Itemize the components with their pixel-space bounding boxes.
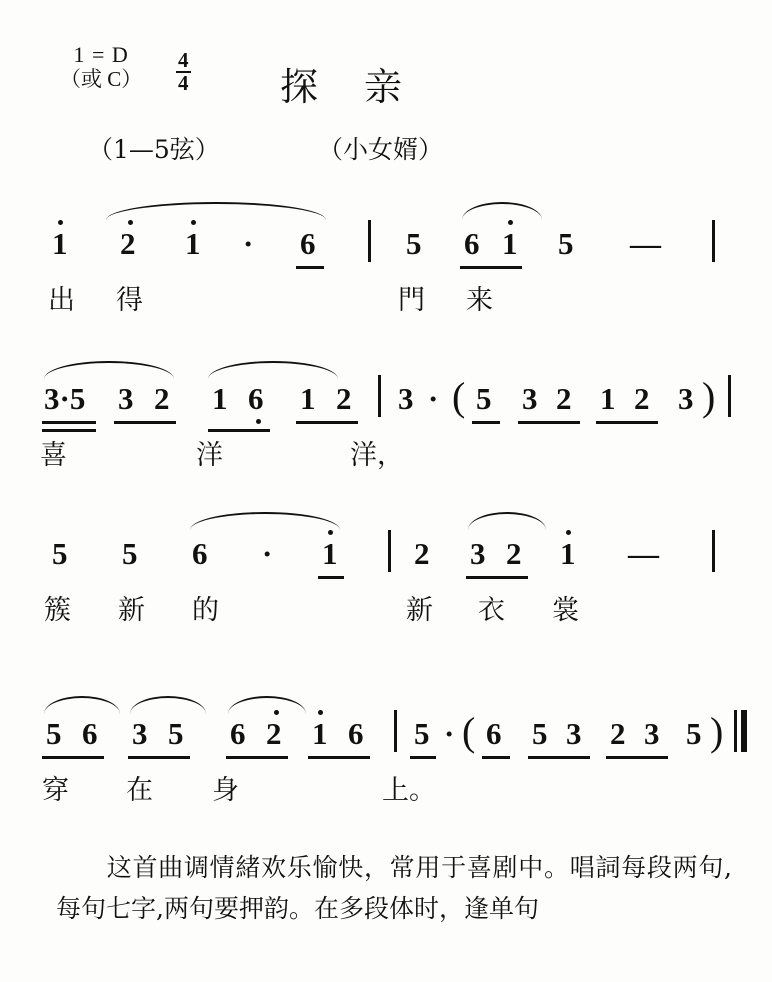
note: 6 <box>82 716 98 751</box>
augmentation-dot: · <box>262 536 273 571</box>
beam-underline <box>308 756 370 759</box>
lyric-syllable: 得 <box>116 285 143 316</box>
key-signature-alternate: （或 C） <box>60 67 143 92</box>
augmentation-dot: · <box>428 381 439 416</box>
note: 3 <box>566 716 582 751</box>
lyric-syllable: 新 <box>406 595 433 626</box>
lyric-syllable: 穿 <box>42 775 69 806</box>
note: 2 <box>506 536 522 571</box>
barline <box>728 375 731 417</box>
music-system-4 <box>0 680 772 830</box>
barline <box>388 530 391 572</box>
note: 2 <box>336 381 352 416</box>
beam-underline <box>114 421 176 424</box>
note: 1 <box>322 536 338 571</box>
lyric-syllable: 的 <box>192 595 219 626</box>
slur-icon <box>190 512 340 530</box>
octave-dot-above-icon <box>128 220 133 225</box>
note: 2 <box>120 226 136 261</box>
lyrics-row-3 <box>0 588 772 628</box>
slur-icon <box>44 696 120 714</box>
note: 2 <box>266 716 282 751</box>
note: 3 <box>470 536 486 571</box>
note: 6 <box>192 536 208 571</box>
music-system-3 <box>0 500 772 650</box>
lyric-syllable: 裳 <box>552 595 579 626</box>
note: 3 <box>118 381 134 416</box>
beam-underline <box>208 429 270 432</box>
lyric-syllable: 喜 <box>40 440 67 471</box>
paren-open: ( <box>462 709 476 754</box>
page-title: 探亲 <box>280 65 449 109</box>
octave-dot-above-icon <box>508 220 513 225</box>
note: 6 <box>230 716 246 751</box>
key-signature <box>60 42 142 91</box>
note: 3 <box>522 381 538 416</box>
notation-row-3 <box>0 528 772 584</box>
augmentation-dot: · <box>243 226 254 261</box>
note: 1 <box>212 381 228 416</box>
slur-icon <box>468 512 546 530</box>
octave-dot-above-icon <box>328 530 333 535</box>
note: 6 <box>464 226 480 261</box>
barline <box>712 530 715 572</box>
note: 1 <box>312 716 328 751</box>
barline <box>394 710 397 752</box>
footnote-text <box>56 848 732 929</box>
note: 1 <box>52 226 68 261</box>
note: 3 <box>678 381 694 416</box>
alternate-title-label: （小女婿） <box>318 135 444 164</box>
note: 5 <box>686 716 702 751</box>
lyrics-row-1 <box>0 278 772 318</box>
note: 6 <box>486 716 502 751</box>
beam-underline <box>296 421 358 424</box>
lyric-syllable: 門 <box>398 285 425 316</box>
time-signature-numerator: 4 <box>178 48 189 72</box>
footnote-body: 这首曲调情緒欢乐愉快，常用于喜剧中。唱詞每段两句,每句七字,两句要押韵。在多段体时，逢单句 <box>56 853 732 923</box>
note: 5 <box>406 226 422 261</box>
barline <box>368 220 371 262</box>
string-tuning-label: （1—5弦） <box>88 135 220 164</box>
note: 2 <box>556 381 572 416</box>
octave-dot-above-icon <box>566 530 571 535</box>
beam-underline-2 <box>42 429 96 432</box>
note: 3 <box>644 716 660 751</box>
note: 1 <box>300 381 316 416</box>
slur-icon <box>208 361 338 379</box>
beam-underline <box>466 576 528 579</box>
score-header <box>0 34 772 174</box>
note: 6 <box>300 226 316 261</box>
lyric-syllable: 簇 <box>44 595 71 626</box>
music-system-2 <box>0 345 772 495</box>
lyric-syllable: 衣 <box>478 595 505 626</box>
barline <box>712 220 715 262</box>
note: 5 <box>168 716 184 751</box>
note: 5 <box>414 716 430 751</box>
beam-underline <box>128 756 190 759</box>
paren-open: ( <box>452 374 466 419</box>
note: 1 <box>185 226 201 261</box>
slur-icon <box>130 696 206 714</box>
beam-underline <box>606 756 668 759</box>
key-signature-primary: 1 = D <box>73 42 129 67</box>
note: 5 <box>122 536 138 571</box>
note: 1 <box>600 381 616 416</box>
slur-icon <box>228 696 306 714</box>
lyric-syllable: 上。 <box>382 775 436 806</box>
octave-dot-above-icon <box>191 220 196 225</box>
time-signature-denominator: 4 <box>178 71 189 95</box>
octave-dot-above-icon <box>274 710 279 715</box>
note: 2 <box>634 381 650 416</box>
sustain-dash: — <box>628 536 659 571</box>
note: 5 <box>46 716 62 751</box>
note-group: 3·5 <box>44 381 86 416</box>
paren-close: ) <box>702 374 716 419</box>
note: 1 <box>560 536 576 571</box>
note: 3 <box>132 716 148 751</box>
notation-row-2 <box>0 373 772 429</box>
lyric-syllable: 身 <box>212 775 239 806</box>
octave-dot-below-icon <box>256 419 261 424</box>
note: 5 <box>476 381 492 416</box>
music-system-1 <box>0 190 772 340</box>
note: 1 <box>502 226 518 261</box>
lyrics-row-4 <box>0 768 772 808</box>
beam-underline <box>472 421 500 424</box>
octave-dot-above-icon <box>58 220 63 225</box>
beam-underline <box>42 421 96 424</box>
paren-close: ) <box>710 709 724 754</box>
lyrics-row-2 <box>0 433 772 473</box>
beam-underline <box>518 421 580 424</box>
note: 2 <box>610 716 626 751</box>
slur-icon <box>44 361 174 379</box>
beam-underline <box>410 756 436 759</box>
final-barline-thick <box>741 710 747 752</box>
note: 5 <box>558 226 574 261</box>
lyric-syllable: 洋 <box>196 440 223 471</box>
notation-row-1 <box>0 218 772 274</box>
lyric-syllable: 来 <box>466 285 493 316</box>
note: 5 <box>52 536 68 571</box>
lyric-syllable: 洋， <box>350 440 404 471</box>
beam-underline <box>596 421 658 424</box>
note: 6 <box>348 716 364 751</box>
lyric-syllable: 出 <box>48 285 75 316</box>
beam-underline <box>482 756 510 759</box>
slur-icon <box>462 202 542 220</box>
lyric-syllable: 在 <box>126 775 153 806</box>
lyric-syllable: 新 <box>118 595 145 626</box>
note: 6 <box>248 381 264 416</box>
note: 5 <box>532 716 548 751</box>
augmentation-dot: · <box>444 716 455 751</box>
beam-underline <box>42 756 104 759</box>
time-signature <box>176 50 191 94</box>
note: 2 <box>154 381 170 416</box>
slur-icon <box>106 202 326 220</box>
octave-dot-above-icon <box>318 710 323 715</box>
note: 2 <box>414 536 430 571</box>
beam-underline <box>318 576 344 579</box>
beam-underline <box>460 266 522 269</box>
barline <box>378 375 381 417</box>
notation-row-4 <box>0 708 772 764</box>
beam-underline <box>226 756 288 759</box>
beam-underline <box>296 266 324 269</box>
beam-underline <box>528 756 590 759</box>
sustain-dash: — <box>630 226 661 261</box>
final-barline <box>734 710 747 752</box>
note: 3 <box>398 381 414 416</box>
